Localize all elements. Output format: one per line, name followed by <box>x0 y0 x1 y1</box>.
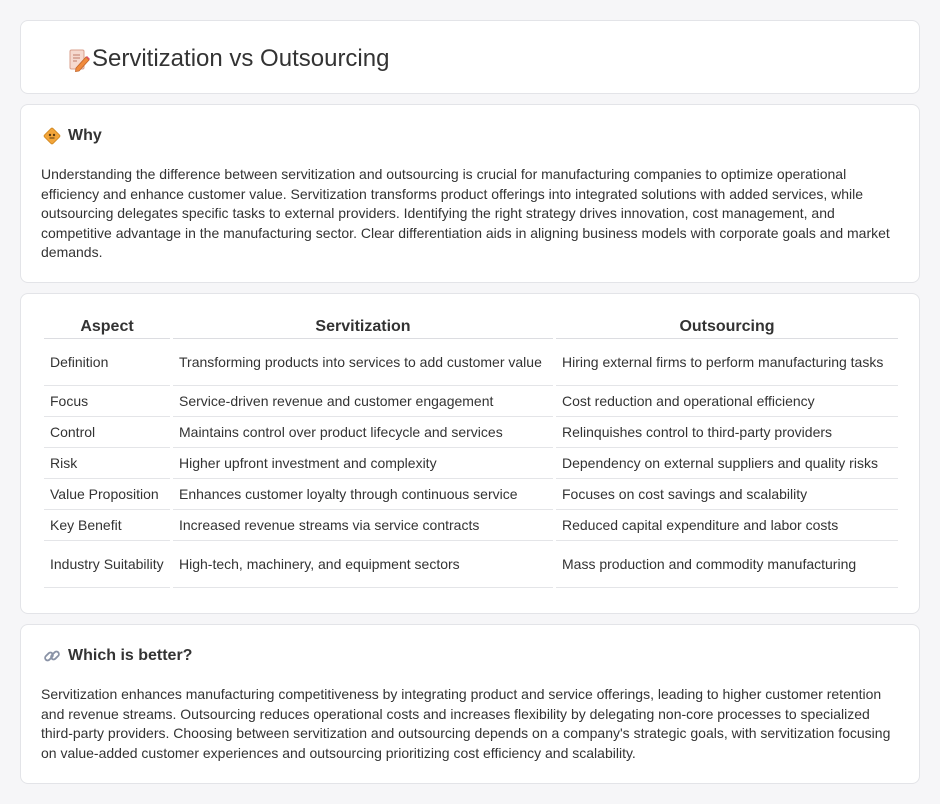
why-section <box>20 104 920 283</box>
page-title: Servitization vs Outsourcing <box>92 45 390 72</box>
cell-outsourcing: Dependency on external suppliers and quality risks <box>556 448 898 479</box>
comparison-table-card <box>20 293 920 614</box>
table-header-row <box>44 314 898 339</box>
better-text: Servitization enhances manufacturing competitiveness by integrating product and service offerings, leading to higher customer retention and revenue streams. Outsourcing reduces operational costs and increases flexibility by delegating non-core processes to specialized third-party providers. Choosing between servitization and outsourcing depends on a company's strategic goals, with servitization focusing on value-added customer experiences and outsourcing prioritizing cost efficiency and scalability. <box>41 686 891 761</box>
cell-servitization: High-tech, machinery, and equipment sectors <box>173 541 553 588</box>
document-pencil-icon <box>67 48 91 72</box>
cell-outsourcing: Relinquishes control to third-party providers <box>556 417 898 448</box>
cell-aspect: Risk <box>44 448 170 479</box>
why-heading <box>43 127 102 145</box>
cell-servitization: Service-driven revenue and customer engagement <box>173 386 553 417</box>
cell-aspect: Control <box>44 417 170 448</box>
cell-aspect: Definition <box>44 339 170 386</box>
better-heading <box>43 647 192 665</box>
cell-servitization: Higher upfront investment and complexity <box>173 448 553 479</box>
cell-servitization: Transforming products into services to add customer value <box>173 339 553 386</box>
cell-outsourcing: Mass production and commodity manufacturing <box>556 541 898 588</box>
header-card <box>20 20 920 94</box>
cell-aspect: Value Proposition <box>44 479 170 510</box>
cell-outsourcing: Focuses on cost savings and scalability <box>556 479 898 510</box>
cell-aspect: Key Benefit <box>44 510 170 541</box>
table-row <box>44 510 898 541</box>
table-row <box>44 386 898 417</box>
table-row <box>44 339 898 386</box>
cell-servitization: Increased revenue streams via service contracts <box>173 510 553 541</box>
diamond-sign-icon <box>43 127 61 145</box>
cell-aspect: Focus <box>44 386 170 417</box>
link-icon <box>43 647 61 665</box>
cell-servitization: Maintains control over product lifecycle and services <box>173 417 553 448</box>
header-aspect: Aspect <box>44 314 170 339</box>
cell-servitization: Enhances customer loyalty through continuous service <box>173 479 553 510</box>
better-title: Which is better? <box>68 647 193 664</box>
table-row <box>44 448 898 479</box>
table-row <box>44 541 898 588</box>
comparison-table <box>41 314 901 588</box>
why-title: Why <box>68 127 102 144</box>
cell-aspect: Industry Suitability <box>44 541 170 588</box>
header-outsourcing: Outsourcing <box>556 314 898 339</box>
cell-outsourcing: Reduced capital expenditure and labor costs <box>556 510 898 541</box>
cell-outsourcing: Cost reduction and operational efficiency <box>556 386 898 417</box>
header-servitization: Servitization <box>173 314 553 339</box>
which-is-better-section <box>20 624 920 784</box>
why-text: Understanding the difference between servitization and outsourcing is crucial for manufacturing companies to optimize operational efficiency and enhance customer value. Servitization transforms product offerings into integrated solutions with added services, while outsourcing delegates specific tasks to external providers. Identifying the right strategy drives innovation, cost management, and competitive advantage in the manufacturing sector. Clear differentiation aids in aligning business models with corporate goals and market demands. <box>41 166 890 260</box>
table-row <box>44 479 898 510</box>
cell-outsourcing: Hiring external firms to perform manufacturing tasks <box>556 339 898 386</box>
table-row <box>44 417 898 448</box>
